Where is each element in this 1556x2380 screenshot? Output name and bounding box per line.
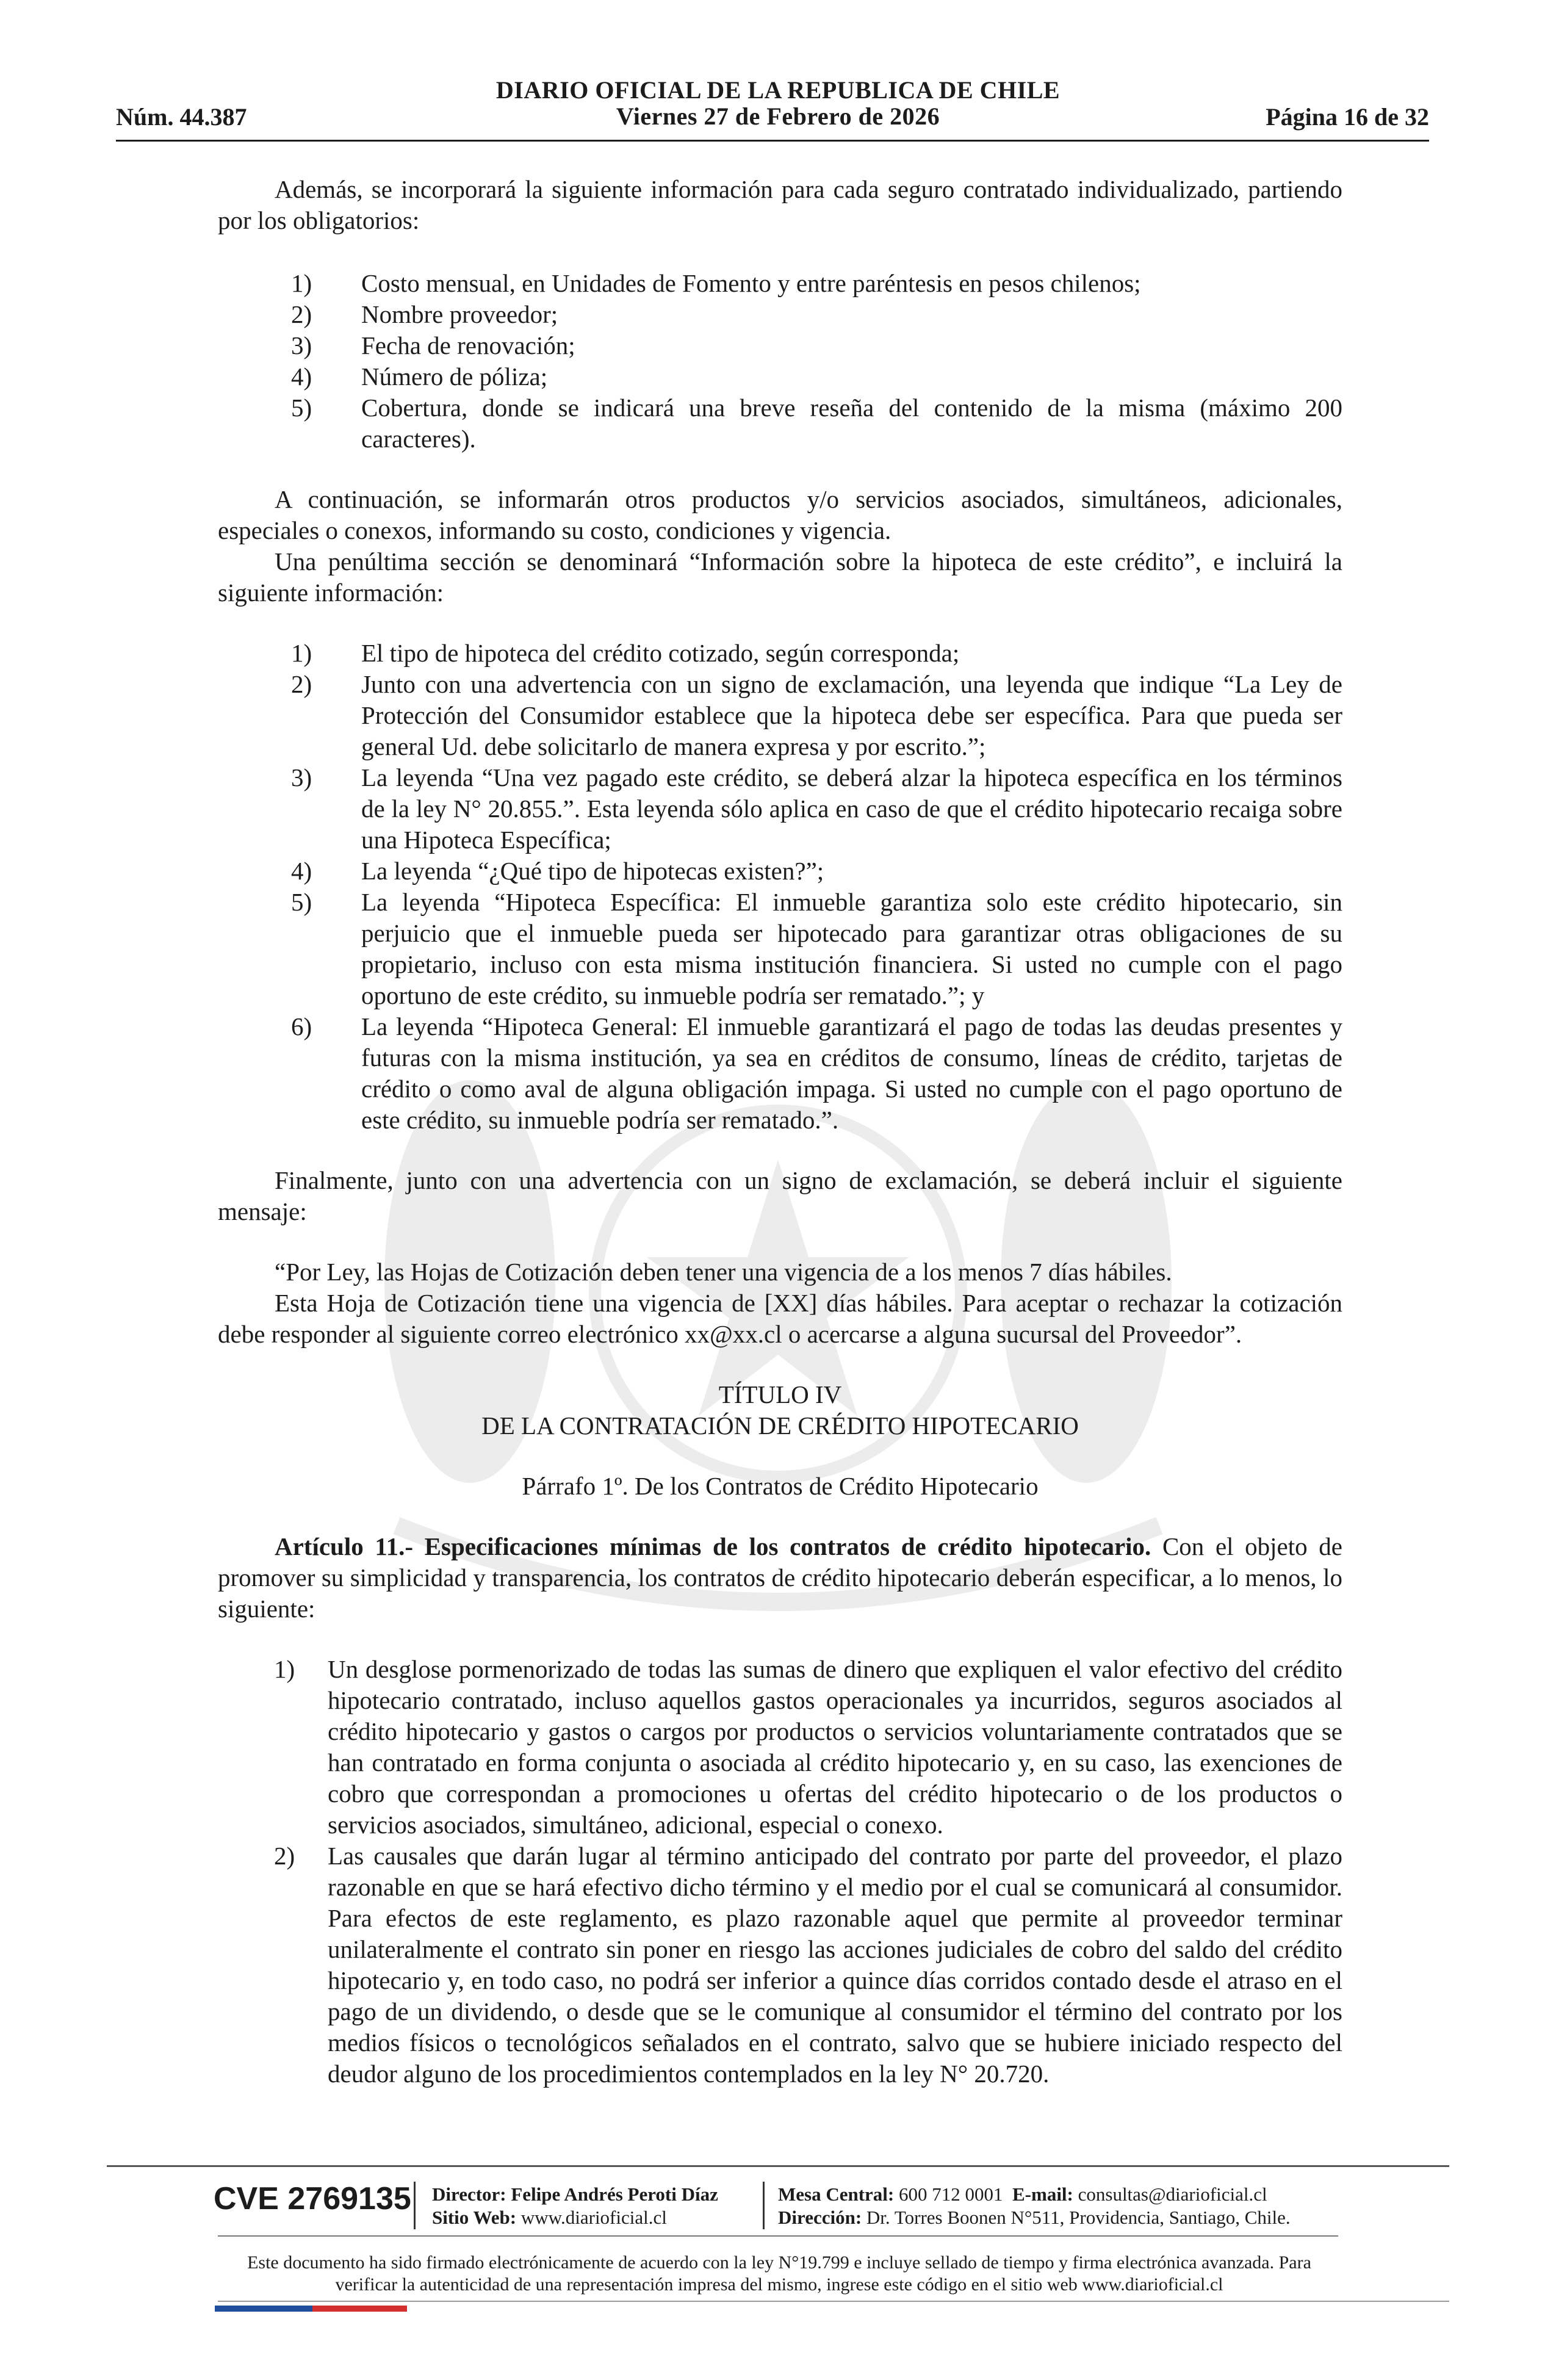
quote-line-2: Esta Hoja de Cotización tiene una vigencia de [XX] días hábiles. Para aceptar o rechazar la cotización debe responder al siguiente correo electrónico xx@xx.cl o acercarse a alguna sucursal del Proveedor”. [218, 1289, 1342, 1348]
newspaper-title: DIARIO OFICIAL DE LA REPUBLICA DE CHILE [495, 76, 1061, 104]
quote-line-1: “Por Ley, las Hojas de Cotización deben tener una vigencia de a los menos 7 días hábiles. [275, 1258, 1172, 1286]
footer-separator [414, 2182, 416, 2229]
footer-separator [763, 2182, 765, 2229]
list-item: 3) La leyenda “Una vez pagado este crédito, se deberá alzar la hipoteca específica en los términos de la ley N° 20.855.”. Esta leyenda sólo aplica en caso de que el crédito hipotecario recaiga sobre una Hipoteca Específica; [291, 763, 1342, 854]
list-item: 5) Cobertura, donde se indicará una breve reseña del contenido de la misma (máximo 200 caracteres). [291, 394, 1342, 453]
signature-notice: Este documento ha sido firmado electrónicamente de acuerdo con la ley N°19.799 e incluye sellado de tiempo y firma electrónica avanzada. Para verificar la autenticidad de una representación impresa del mismo, ingrese este código en el sitio web www.diarioficial.cl [247, 2252, 1311, 2295]
intro-paragraph: Además, se incorporará la siguiente información para cada seguro contratado individualizado, partiendo por los obligatorios: [218, 175, 1342, 234]
list-item: 4) La leyenda “¿Qué tipo de hipotecas existen?”; [291, 857, 824, 885]
article-heading: Artículo 11.- Especificaciones mínimas de los contratos de crédito hipotecario. [275, 1532, 1151, 1560]
mortgage-info-list [218, 638, 1342, 1136]
article-text: Con el objeto de promover su simplicidad y transparencia, los contratos de crédito hipotecario deberán especificar, a lo menos, lo siguiente: [218, 1532, 1342, 1623]
website-link[interactable]: www.diarioficial.cl [520, 2207, 667, 2228]
final-message-paragraph: Finalmente, junto con una advertencia con un signo de exclamación, se deberá incluir el siguiente mensaje: [218, 1166, 1342, 1225]
list-item: 2) Las causales que darán lugar al término anticipado del contrato por parte del proveedor, el plazo razonable en que se hará efectivo dicho término y el medio por el cual se comunicará al consumidor. Para efectos de este reglamento, es plazo razonable aquel que permite al proveedor terminar unilateralmente el contrato sin poner en riesgo las acciones judiciales de cobro del saldo del crédito hipotecario y, en todo caso, no podrá ser inferior a quince días corridos contado desde el atraso en el pago de un dividendo, o desde que se le comunique al consumidor el término del contrato por los medios físicos o tecnológicos señalados en el contrato, salvo que se hubiere iniciado respecto del deudor alguno de los procedimientos contemplados en la ley N° 20.720. [274, 1842, 1342, 2088]
title-subheading: DE LA CONTRATACIÓN DE CRÉDITO HIPOTECARIO [481, 1412, 1079, 1440]
contact-block: Mesa Central: 600 712 0001 E-mail: consultas@diarioficial.cl Dirección: Dr. Torres Boonen N°511, Providencia, Santiago, Chile. [778, 2183, 1291, 2228]
list-item: 4) Número de póliza; [291, 362, 548, 391]
page-number: Página 16 de 32 [1266, 103, 1429, 131]
cve-code: CVE 2769135 [214, 2181, 411, 2216]
list-item: 3) Fecha de renovación; [291, 331, 575, 359]
mortgage-section-paragraph: Una penúltima sección se denominará “Información sobre la hipoteca de este crédito”, e incluirá la siguiente información: [218, 547, 1342, 607]
issue-number: Núm. 44.387 [116, 103, 247, 131]
title-heading: TÍTULO IV [718, 1380, 842, 1408]
flag-stripe-red [312, 2306, 407, 2312]
director-block: Director: Felipe Andrés Peroti Díaz Sitio Web: www.diarioficial.cl [432, 2183, 718, 2228]
footer-bottom-divider [218, 2301, 1449, 2302]
list-item: 1) Un desglose pormenorizado de todas las sumas de dinero que expliquen el valor efectivo del crédito hipotecario contratado, incluso aquellos gastos operacionales ya incurridos, seguros asociados al crédito hipotecario y gastos o cargos por productos o servicios voluntariamente contratados que se han contratado en forma conjunta o asociada al crédito hipotecario y, en su caso, las exenciones de cobro que correspondan a promociones u ofertas del crédito hipotecario o de los productos o servicios asociados, simultáneo, adicional, especial o conexo. [274, 1655, 1342, 1839]
other-products-paragraph: A continuación, se informarán otros productos y/o servicios asociados, simultáneos, adicionales, especiales o conexos, informando su costo, condiciones y vigencia. [218, 485, 1342, 544]
header-divider [116, 140, 1429, 142]
list-item: 2) Nombre proveedor; [291, 300, 558, 328]
footer-inner-divider [218, 2235, 1338, 2237]
list-item: 6) La leyenda “Hipoteca General: El inmueble garantizará el pago de todas las deudas presentes y futuras con la misma institución, ya sea en créditos de consumo, líneas de crédito, tarjetas de crédito o como aval de alguna obligación impaga. Si usted no cumple con el pago oportuno de este crédito, su inmueble podría ser rematado.”. [291, 1012, 1342, 1134]
document-body [218, 174, 1342, 2090]
list-item: 5) La leyenda “Hipoteca Específica: El inmueble garantiza solo este crédito hipotecario, sin perjuicio que el inmueble pueda ser hipotecado para garantizar otras obligaciones de su propietario, incluso con esta misma institución financiera. Si usted no cumple con el pago oportuno de este crédito, su inmueble podría ser rematado.”; y [291, 888, 1342, 1009]
list-item: 2) Junto con una advertencia con un signo de exclamación, una leyenda que indique “La Ley de Protección del Consumidor establece que la hipoteca debe ser específica. Para que pueda ser general Ud. debe solicitarlo de manera expresa y por escrito.”; [291, 670, 1342, 760]
insurance-info-list [218, 268, 1342, 455]
footer-divider [107, 2165, 1449, 2167]
issue-date: Viernes 27 de Febrero de 2026 [616, 103, 940, 130]
list-item: 1) Costo mensual, en Unidades de Fomento y entre paréntesis en pesos chilenos; [291, 269, 1141, 297]
article-11-paragraph [218, 1531, 1342, 1625]
contract-spec-list [218, 1654, 1342, 2090]
flag-stripe-blue [215, 2306, 312, 2312]
email-link[interactable]: consultas@diarioficial.cl [1078, 2183, 1267, 2205]
list-item: 1) El tipo de hipoteca del crédito cotizado, según corresponda; [291, 639, 960, 667]
paragraph-heading: Párrafo 1º. De los Contratos de Crédito Hipotecario [522, 1472, 1039, 1500]
